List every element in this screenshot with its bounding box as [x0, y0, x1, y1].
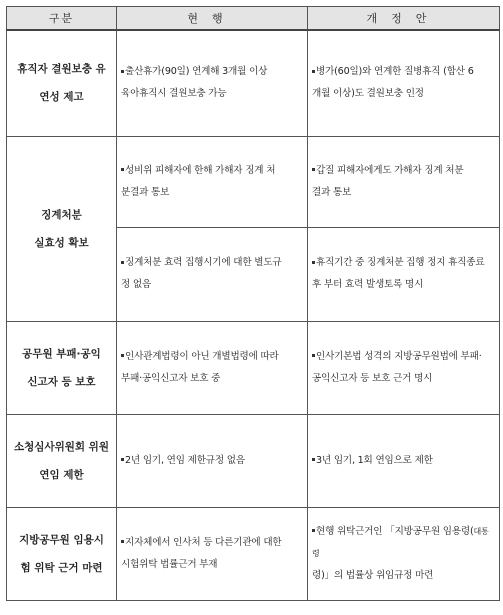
row-current: 출산휴가(90일) 연계해 3개월 이상 육아휴직시 결원보충 가능 [117, 30, 308, 136]
row-category: 휴직자 결원보충 유 연성 제고 [7, 30, 117, 136]
row-proposed: 휴직기간 중 징계처분 집행 정지 휴직종료 후 부터 효력 발생토록 명시 [308, 227, 500, 321]
comparison-table [6, 6, 500, 601]
row-proposed: 인사기본법 성격의 지방공무원법에 부패· 공익신고자 등 보호 근거 명시 [308, 321, 500, 414]
row-current: 인사관계법령이 아닌 개별법령에 따라 부패·공익신고자 보호 중 [117, 321, 308, 414]
bullet-icon [312, 168, 315, 171]
header-row [7, 7, 500, 31]
bullet-icon [121, 354, 124, 357]
bullet-icon [121, 70, 124, 73]
table-row [7, 321, 500, 414]
row-current: 지자체에서 인사처 등 다른기관에 대한 시험위탁 법률근거 부재 [117, 507, 308, 600]
bullet-icon [121, 261, 124, 264]
row-category: 공무원 부패·공익 신고자 등 보호 [7, 321, 117, 414]
table-row [7, 507, 500, 600]
bullet-icon [121, 540, 124, 543]
row-current: 2년 임기, 연임 제한규정 없음 [117, 414, 308, 507]
table-row [7, 136, 500, 227]
header-proposed: 개정안 [308, 7, 500, 31]
row-current: 징계처분 효력 집행시기에 대한 별도규 정 없음 [117, 227, 308, 321]
bullet-icon [121, 458, 124, 461]
row-category: 징계처분 실효성 확보 [7, 136, 117, 321]
row-proposed: 3년 임기, 1회 연임으로 제한 [308, 414, 500, 507]
row-current: 성비위 피해자에 한해 가해자 징계 처 분결과 통보 [117, 136, 308, 227]
bullet-icon [312, 70, 315, 73]
bullet-icon [312, 354, 315, 357]
header-category: 구분 [7, 7, 117, 31]
row-category: 소청심사위원회 위원 연임 제한 [7, 414, 117, 507]
bullet-icon [312, 458, 315, 461]
row-proposed: 병가(60일)와 연계한 질병휴직 (합산 6 개월 이상)도 결원보충 인정 [308, 30, 500, 136]
row-proposed: 현행 위탁근거인 「지방공무원 임용령(대통령 령)」의 법률상 위임규정 마련 [308, 507, 500, 600]
table-row [7, 30, 500, 136]
bullet-icon [312, 529, 315, 532]
header-current: 현행 [117, 7, 308, 31]
table-row [7, 414, 500, 507]
row-proposed: 갑질 피해자에게도 가해자 징계 처분 결과 통보 [308, 136, 500, 227]
bullet-icon [121, 168, 124, 171]
bullet-icon [312, 261, 315, 264]
row-category: 지방공무원 임용시 험 위탁 근거 마련 [7, 507, 117, 600]
